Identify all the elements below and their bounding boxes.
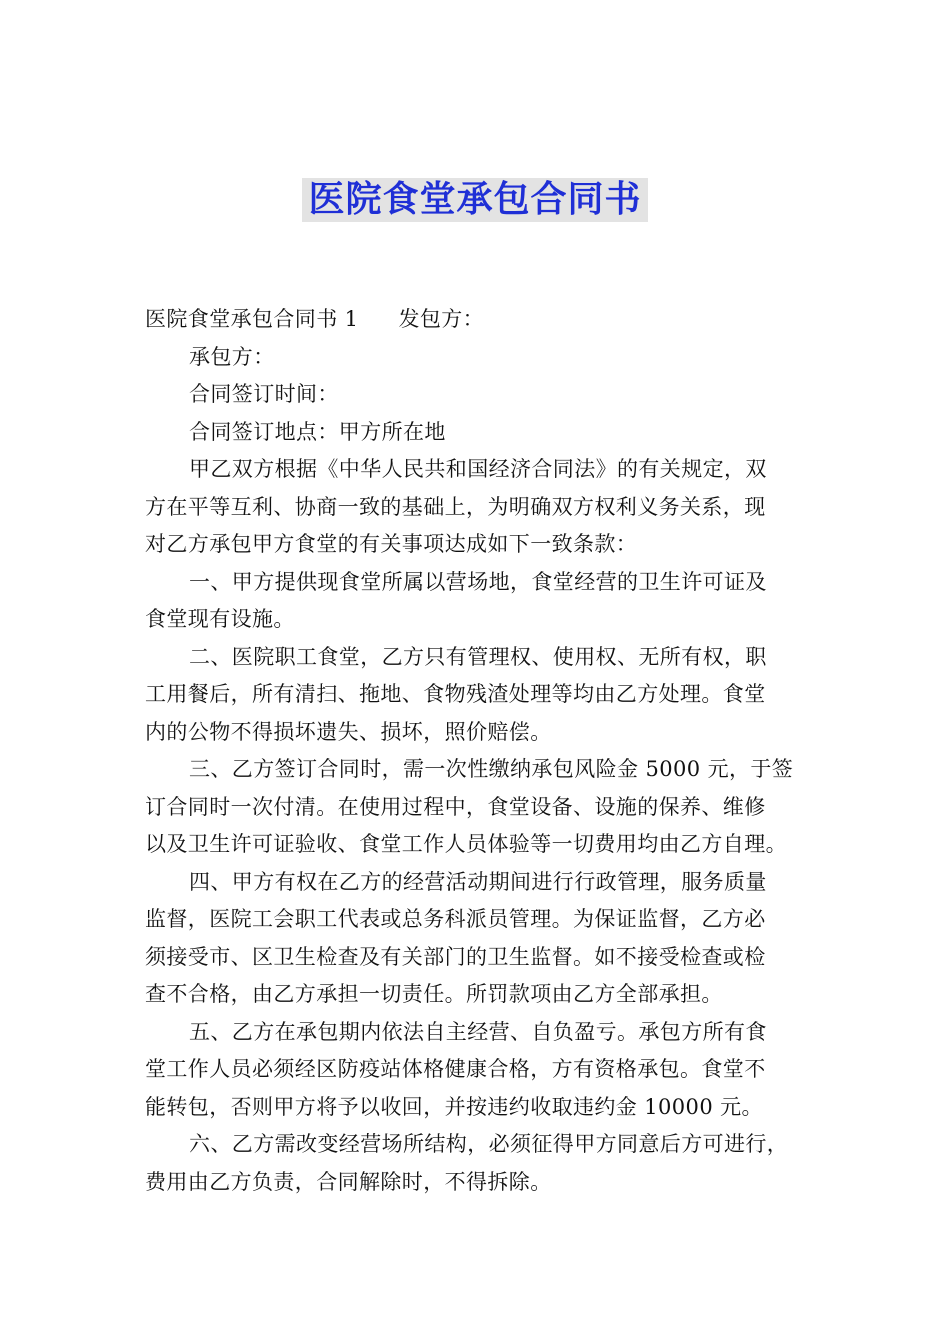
text-line: 承包方： [189, 344, 275, 369]
employer-label: 发包方： [398, 307, 485, 331]
text-line: 甲乙双方根据《中华人民共和国经济合同法》的有关规定，双 [189, 457, 767, 481]
document-title: 医院食堂承包合同书 [302, 178, 647, 222]
text-line: 食堂现有设施。 [145, 607, 295, 631]
text-line: 二、医院职工食堂，乙方只有管理权、使用权、无所有权，职 [189, 644, 767, 669]
text-line: 费用由乙方负责，合同解除时，不得拆除。 [145, 1169, 552, 1194]
text-line: 三、乙方签订合同时，需一次性缴纳承包风险金 5000 元，于签 [189, 757, 794, 781]
text-line: 合同签订地点：甲方所在地 [189, 419, 446, 444]
text-line: 能转包，否则甲方将予以收回，并按违约收取违约金 10000 元。 [145, 1094, 763, 1119]
text-line: 一、甲方提供现食堂所属以营场地，食堂经营的卫生许可证及 [189, 569, 767, 594]
text-line: 堂工作人员必须经区防疫站体格健康合格，方有资格承包。食堂不 [145, 1057, 766, 1081]
contract-number-label: 医院食堂承包合同书 1 [145, 307, 359, 331]
text-line: 监督，医院工会职工代表或总务科派员管理。为保证监督，乙方必 [145, 907, 766, 931]
text-line: 内的公物不得损坏遗失、损坏，照价赔偿。 [145, 719, 552, 744]
text-line: 须接受市、区卫生检查及有关部门的卫生监督。如不接受检查或检 [145, 944, 766, 969]
text-line: 五、乙方在承包期内依法自主经营、自负盈亏。承包方所有食 [189, 1019, 767, 1044]
text-line: 对乙方承包甲方食堂的有关事项达成如下一致条款： [145, 532, 638, 556]
text-line: 订合同时一次付清。在使用过程中，食堂设备、设施的保养、维修 [145, 794, 766, 819]
heading-line [145, 301, 807, 339]
text-line: 工用餐后，所有清扫、拖地、食物残渣处理等均由乙方处理。食堂 [145, 682, 766, 706]
title-container [0, 178, 950, 222]
text-line: 方在平等互利、协商一致的基础上，为明确双方权利义务关系，现 [145, 494, 766, 519]
document-body [145, 301, 807, 1201]
text-line: 以及卫生许可证验收、食堂工作人员体验等一切费用均由乙方自理。 [145, 832, 787, 856]
text-line: 六、乙方需改变经营场所结构，必须征得甲方同意后方可进行， [189, 1132, 789, 1156]
text-line: 四、甲方有权在乙方的经营活动期间进行行政管理，服务质量 [189, 869, 767, 894]
text-line: 查不合格，由乙方承担一切责任。所罚款项由乙方全部承担。 [145, 982, 723, 1006]
text-line: 合同签订时间： [189, 382, 339, 406]
